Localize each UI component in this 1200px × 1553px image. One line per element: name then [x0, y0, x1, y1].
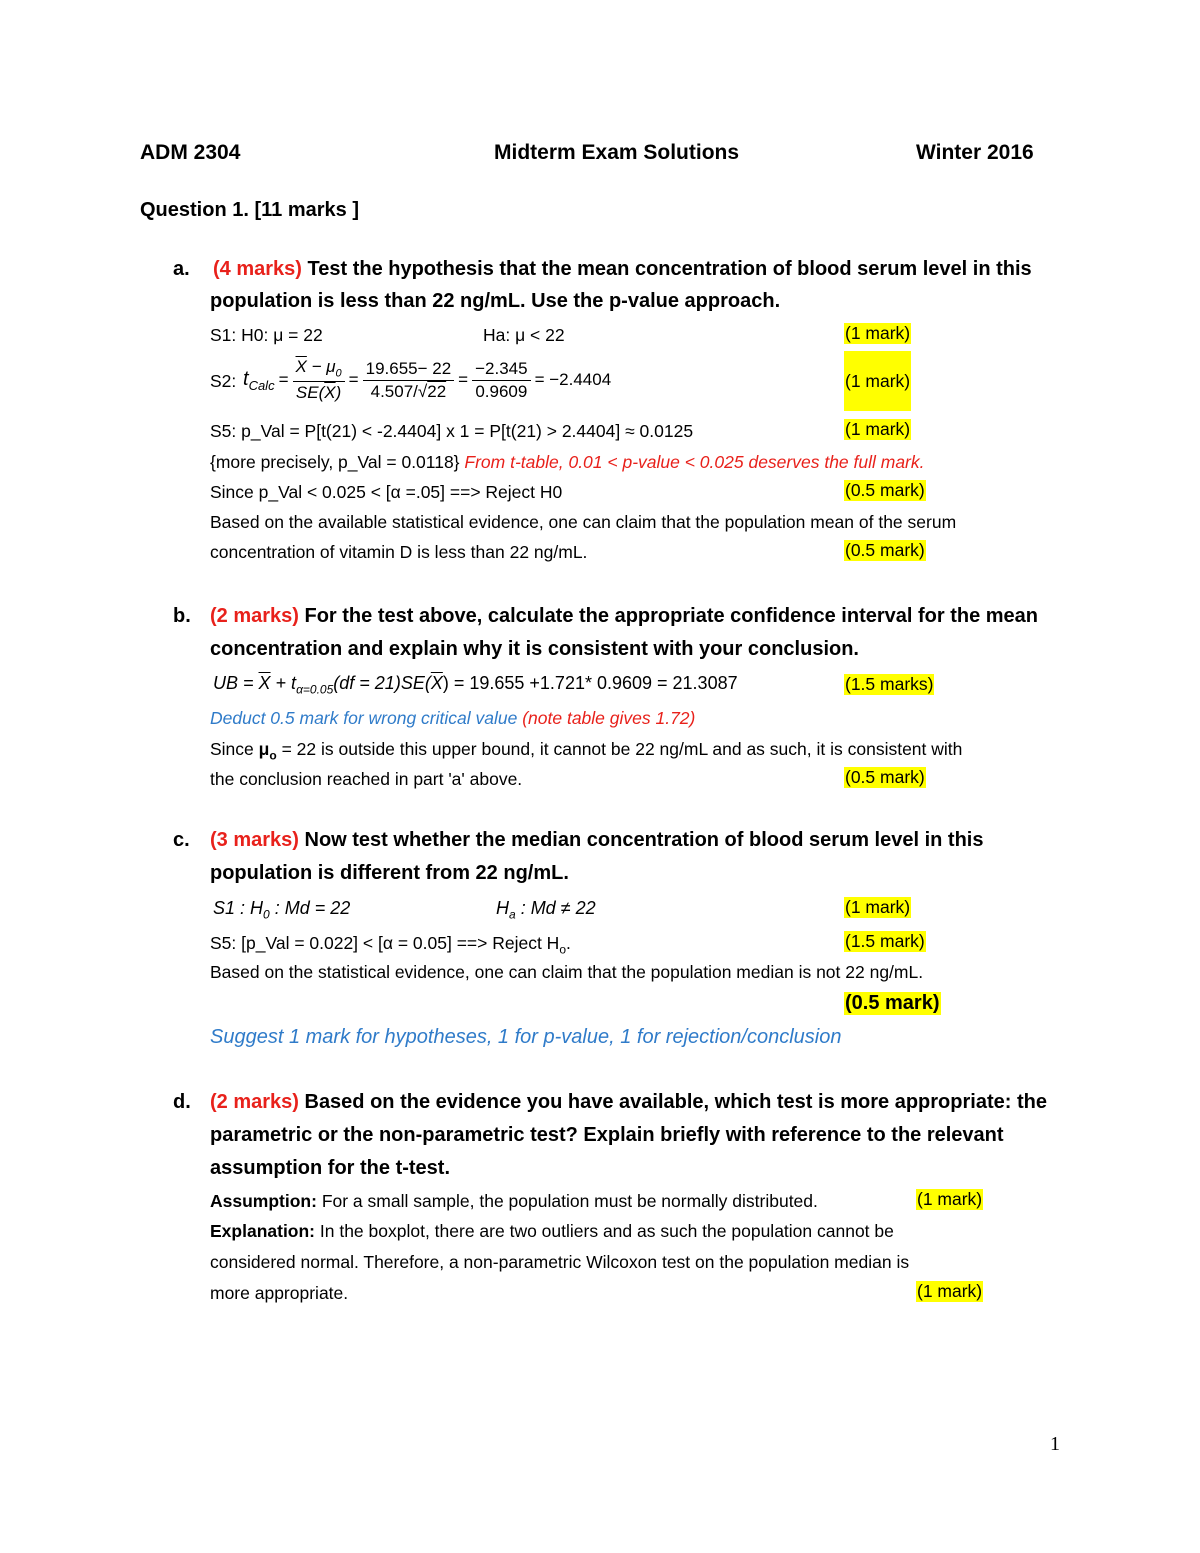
- se-open: SE(: [295, 382, 325, 402]
- part-c-s5: [210, 933, 571, 957]
- part-b-marks: (2 marks): [210, 605, 299, 627]
- part-d-assumption-mark: (1 mark): [917, 1189, 983, 1209]
- part-c-question-line2: population is different from 22 ng/mL.: [210, 862, 569, 884]
- t-letter: t: [243, 367, 249, 390]
- calc-subscript: Calc: [248, 377, 275, 393]
- part-d-explanation-mark: (1 mark): [917, 1281, 983, 1301]
- part-b-ub-formula: [213, 673, 738, 697]
- part-c-s1-mark: (1 mark): [845, 897, 911, 917]
- part-a-s1-left: S1: H0: μ = 22: [210, 325, 323, 345]
- part-d-text1: Based on the evidence you have available, which test is more appropriate: the: [298, 1091, 1047, 1113]
- course-code: ADM 2304: [140, 141, 241, 164]
- page-number: 1: [1050, 1433, 1060, 1455]
- part-b-text1: For the test above, calculate the appropriate confidence interval for the mean: [298, 605, 1039, 627]
- ub-plus-t: + t: [270, 673, 297, 693]
- ub-xbar: $\overline{X}$: [258, 673, 271, 693]
- part-a-s2-label: S2:: [210, 371, 237, 391]
- part-c-suggest: Suggest 1 mark for hypotheses, 1 for p-value, 1 for rejection/conclusion: [210, 1026, 842, 1048]
- part-c-conclusion-mark: (0.5 mark): [845, 992, 940, 1014]
- part-d-explanation-1: [210, 1221, 894, 1242]
- since-word: Since: [210, 739, 259, 759]
- part-a-question-line2: [210, 290, 780, 313]
- part-d-explanation-3: more appropriate.: [210, 1283, 349, 1303]
- part-a-text2: population is less than 22 ng/mL. Use the: [210, 290, 609, 312]
- part-d-question-line3: assumption for the t-test.: [210, 1157, 451, 1179]
- xbar-2: $\overline{X}$: [324, 382, 336, 402]
- part-a-s1-mark: (1 mark): [845, 323, 911, 343]
- part-b-label: b.: [173, 605, 191, 627]
- part-a-s5-mark: (1 mark): [845, 419, 911, 439]
- fraction-3-den: 0.9609: [475, 381, 528, 401]
- part-c-h0: [213, 898, 350, 922]
- mu-sub: o: [269, 748, 277, 763]
- part-b-question-line2: concentration and explain why it is consistent with your conclusion.: [210, 638, 859, 660]
- part-a-since-mark: (0.5 mark): [845, 480, 925, 500]
- precise-note: From t-table, 0.01 < p-value < 0.025 deserves the full mark.: [464, 452, 925, 472]
- part-c-text1: Now test whether the median concentration of blood serum level in this: [298, 829, 984, 851]
- part-a-since: Since p_Val < 0.025 < [α =.05] ==> Reject H0: [210, 482, 563, 502]
- document-title: Midterm Exam Solutions: [494, 141, 740, 164]
- part-b-since-2: the conclusion reached in part 'a' above.: [210, 769, 523, 789]
- se-close: ): [335, 382, 342, 402]
- equals-2: =: [348, 370, 359, 389]
- part-a-text1: Test the hypothesis that the mean concentration of blood serum level in this: [301, 258, 1032, 280]
- part-d-marks: (2 marks): [210, 1091, 299, 1113]
- part-d-assumption: [210, 1191, 818, 1212]
- part-a-text2-end: .: [774, 290, 781, 312]
- t-calc-symbol: [243, 368, 275, 393]
- ub-xbar-2: $\overline{X}$: [430, 673, 443, 693]
- part-c-label: c.: [173, 829, 190, 851]
- h0-lhs: S1 : H: [213, 898, 264, 918]
- part-a-s5: S5: p_Val = P[t(21) < -2.4404] x 1 = P[t(21) > 2.4404] ≈ 0.0125: [210, 421, 694, 441]
- ub-alpha-sub: α=0.05: [296, 682, 334, 697]
- h0-rhs: : Md = 22: [269, 898, 351, 918]
- since-rest: = 22 is outside this upper bound, it cannot be 22 ng/mL and as such, it is consistent with: [276, 739, 963, 759]
- mu-subscript: 0: [335, 367, 342, 380]
- ub-result: ) = 19.655 +1.721* 0.9609 = 21.3087: [442, 673, 738, 693]
- part-a-question-line1: [213, 258, 1032, 281]
- part-a-text2-bold: p-value approach: [608, 290, 775, 312]
- ub-lhs: UB =: [213, 673, 259, 693]
- fraction-3: [472, 359, 530, 402]
- explanation-label: Explanation:: [210, 1221, 316, 1241]
- part-a-conclusion-1: Based on the available statistical evidence, one can claim that the population mean of the serum: [210, 512, 957, 532]
- s2-result: = −2.4404: [534, 370, 612, 389]
- part-b-ub-mark: (1.5 marks): [845, 674, 934, 694]
- deduct-note: Deduct 0.5 mark for wrong critical value: [210, 708, 518, 728]
- part-c-ha: [496, 898, 596, 922]
- part-d-question-line1: [210, 1091, 1047, 1114]
- part-c-question-line1: [210, 829, 983, 852]
- assumption-label: Assumption:: [210, 1191, 317, 1211]
- equals-3: =: [458, 370, 469, 389]
- minus-mu: − μ: [306, 357, 336, 377]
- part-c-conclusion: Based on the statistical evidence, one can claim that the population median is not 22 ng/mL.: [210, 962, 924, 982]
- term-label: Winter 2016: [916, 141, 1034, 164]
- part-b-question-line1: [210, 605, 1038, 628]
- ub-df: (df = 21)SE(: [333, 673, 431, 693]
- fraction-3-num: −2.345: [472, 359, 530, 381]
- part-b-deduct: [210, 708, 695, 729]
- precise-text: {more precisely, p_Val = 0.0118}: [210, 452, 460, 472]
- h0-sub: 0: [263, 907, 270, 922]
- table-note: (note table gives 1.72): [517, 708, 696, 728]
- s5-sub: o: [559, 942, 567, 957]
- part-a-conclusion-mark: (0.5 mark): [845, 540, 925, 560]
- part-d-explanation-2: considered normal. Therefore, a non-parametric Wilcoxon test on the population median is: [210, 1252, 910, 1272]
- part-d-question-line2: parametric or the non-parametric test? Explain briefly with reference to the relevant: [210, 1124, 1004, 1146]
- part-a-s2-formula: [243, 349, 611, 411]
- fraction-2-num: 19.655− 22: [363, 359, 455, 381]
- part-b-since-1: [210, 739, 962, 763]
- sqrt-radicand: 22: [427, 381, 447, 401]
- s5-text: S5: [p_Val = 0.022] < [α = 0.05] ==> Reject H: [210, 933, 560, 953]
- explanation-text1: In the boxplot, there are two outliers and as such the population cannot be: [315, 1221, 894, 1241]
- question-title: Question 1. [11 marks ]: [140, 199, 359, 221]
- part-d-label: d.: [173, 1091, 191, 1113]
- xbar-1: $\overline{X}$: [295, 357, 307, 377]
- ha-sub: a: [509, 907, 516, 922]
- fraction-1: [293, 357, 345, 402]
- part-a-precise-line: [210, 452, 925, 473]
- part-a-s2-mark: (1 mark): [844, 351, 911, 411]
- fraction-2: [363, 359, 455, 402]
- part-b-since-mark: (0.5 mark): [845, 767, 925, 787]
- part-a-marks: (4 marks): [213, 258, 302, 280]
- fraction-2-den: 4.507/√: [370, 381, 428, 401]
- mu-symbol: μ: [258, 739, 270, 759]
- equals-1: =: [278, 370, 289, 389]
- part-a-s1-right: Ha: μ < 22: [483, 325, 565, 345]
- s5-end: .: [566, 933, 571, 953]
- part-a-conclusion-2: concentration of vitamin D is less than 22 ng/mL.: [210, 542, 588, 562]
- assumption-text: For a small sample, the population must be normally distributed.: [316, 1191, 818, 1211]
- part-c-marks: (3 marks): [210, 829, 299, 851]
- part-a-label: a.: [173, 258, 190, 280]
- ha-lhs: H: [496, 898, 509, 918]
- ha-rhs: : Md ≠ 22: [515, 898, 596, 918]
- part-c-s5-mark: (1.5 mark): [845, 931, 925, 951]
